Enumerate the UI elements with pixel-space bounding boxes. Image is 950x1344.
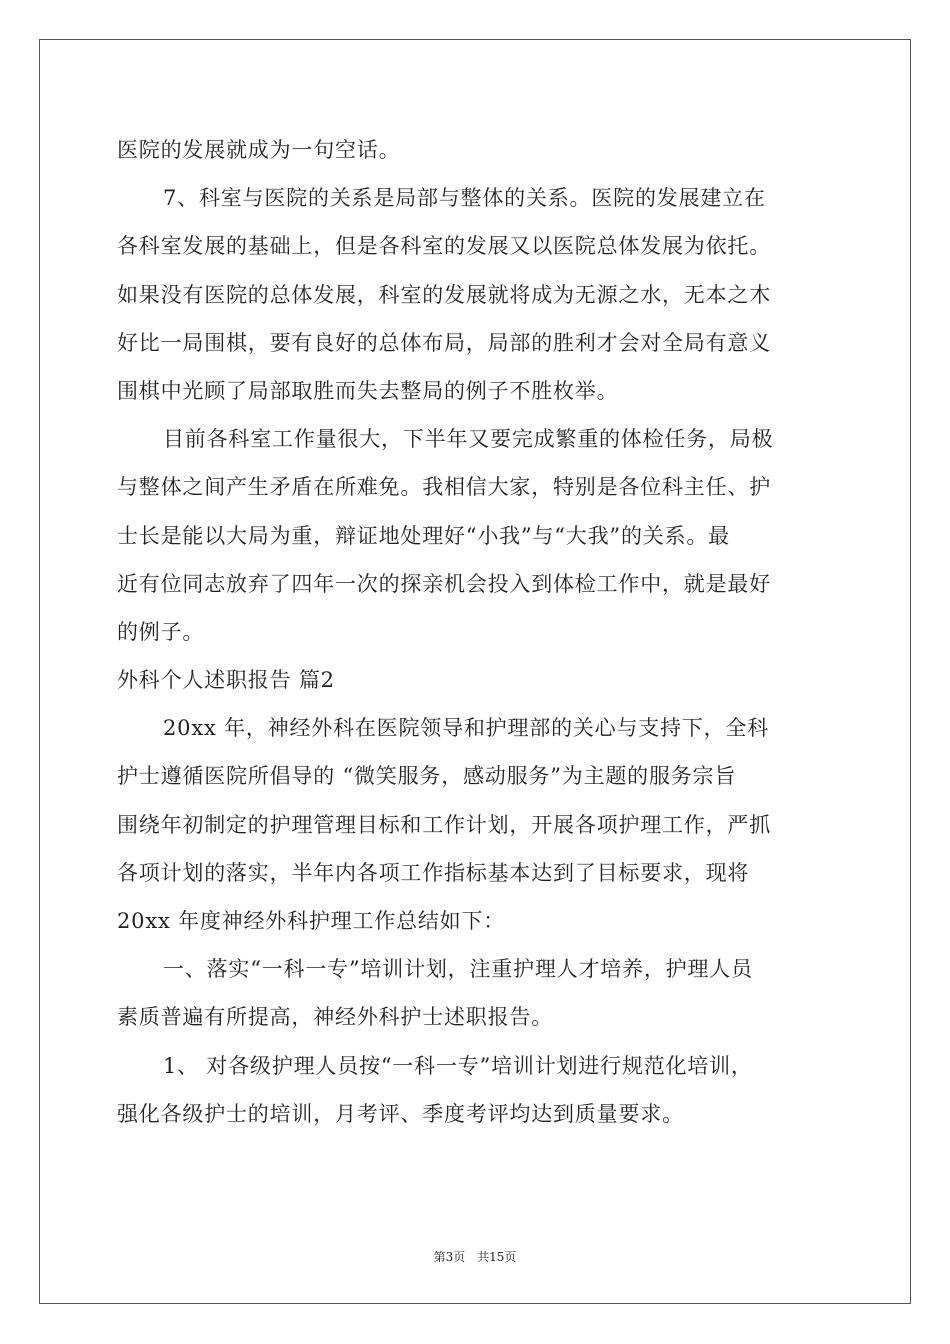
text-line: 强化各级护士的培训，月考评、季度考评均达到质量要求。 (117, 1101, 684, 1126)
paragraph-start: 目前各科室工作量很大，下半年又要完成繁重的体检任务，局极 (163, 427, 774, 452)
paragraph-start: 20xx 年，神经外科在医院领导和护理部的关心与支持下，全科 (163, 716, 770, 741)
page-footer (0, 1248, 950, 1265)
text-line: 近有位同志放弃了四年一次的探亲机会投入到体检工作中，就是最好 (117, 571, 771, 596)
text-line: 各项计划的落实，半年内各项工作指标基本达到了目标要求，现将 (117, 860, 750, 885)
paragraph-start: 7、科室与医院的关系是局部与整体的关系。医院的发展建立在 (163, 186, 766, 211)
section-heading: 外科个人述职报告 篇2 (117, 668, 335, 693)
text-line: 素质普遍有所提高，神经外科护士述职报告。 (117, 1005, 553, 1030)
page-number: 第3页 (433, 1250, 466, 1264)
paragraph-start: 一、落实“一科一专”培训计划，注重护理人才培养，护理人员 (163, 957, 753, 982)
page-total: 共15页 (477, 1250, 517, 1264)
text-line: 护士遵循医院所倡导的 “微笑服务，感动服务”为主题的服务宗旨 (117, 764, 737, 789)
text-line: 如果没有医院的总体发展，科室的发展就将成为无源之水，无本之木 (117, 282, 771, 307)
text-line: 各科室发展的基础上，但是各科室的发展又以医院总体发展为依托。 (117, 234, 771, 259)
text-line: 士长是能以大局为重，辩证地处理好“小我”与“大我”的关系。最 (117, 523, 730, 548)
text-line: 围绕年初制定的护理管理目标和工作计划，开展各项护理工作，严抓 (117, 812, 771, 837)
text-line: 好比一局围棋，要有良好的总体布局，局部的胜利才会对全局有意义 (117, 330, 771, 355)
text-line: 医院的发展就成为一句空话。 (117, 138, 401, 162)
paragraph-start: 1、 对各级护理人员按“一科一专”培训计划进行规范化培训， (163, 1053, 753, 1078)
text-line: 20xx 年度神经外科护理工作总结如下： (117, 909, 506, 933)
text-line: 与整体之间产生矛盾在所难免。我相信大家，特别是各位科主任、护 (117, 475, 771, 500)
text-line: 的例子。 (117, 619, 205, 644)
document-body (117, 126, 837, 1138)
text-line: 围棋中光顾了局部取胜而失去整局的例子不胜枚举。 (117, 378, 619, 403)
